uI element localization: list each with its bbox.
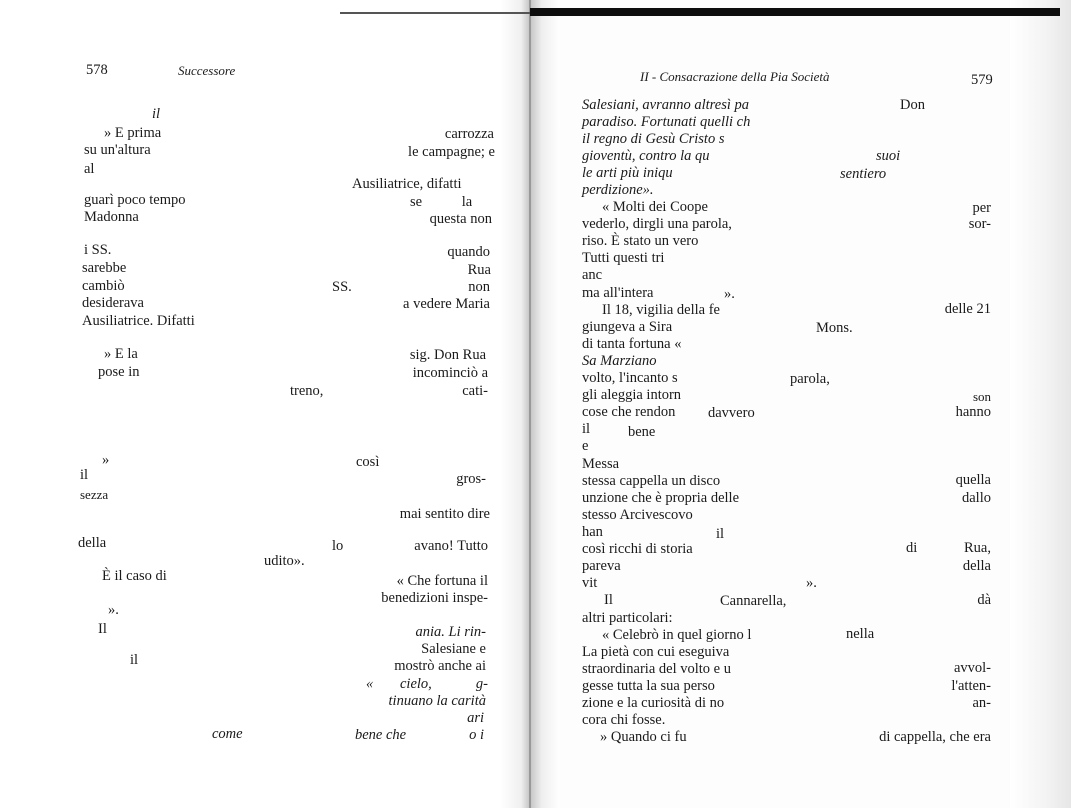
- text-fragment: ».: [806, 575, 817, 591]
- text-fragment: cielo,: [400, 676, 432, 692]
- text-fragment: « Che fortuna il: [396, 573, 488, 589]
- text-fragment: avvol-: [953, 660, 991, 676]
- text-fragment: « Celebrò in quel giorno l: [602, 627, 752, 643]
- text-fragment: La pietà con cui eseguiva: [582, 644, 730, 660]
- text-fragment: Il: [98, 621, 107, 637]
- text-fragment: « Molti dei Coope: [602, 199, 708, 215]
- text-fragment: per: [972, 200, 991, 216]
- text-fragment: ».: [108, 602, 119, 618]
- page-edge: [1010, 0, 1071, 808]
- text-fragment: incominciò a: [412, 365, 488, 381]
- text-fragment: di cappella, che era: [879, 729, 991, 745]
- text-fragment: sentiero: [840, 166, 887, 182]
- text-fragment: il regno di Gesù Cristo s: [582, 131, 725, 147]
- text-fragment: Salesiani, avranno altresì pa: [582, 97, 750, 113]
- text-fragment: non: [468, 279, 490, 295]
- text-fragment: quando: [447, 244, 490, 260]
- text-fragment: cora chi fosse.: [582, 712, 666, 728]
- text-fragment: su un'altura: [84, 142, 151, 158]
- text-fragment: ».: [724, 286, 735, 302]
- text-fragment: sig. Don Rua: [409, 347, 486, 363]
- text-fragment: il: [152, 106, 161, 122]
- text-fragment: questa non: [429, 211, 492, 227]
- text-fragment: zione e la curiosità di no: [582, 695, 725, 711]
- text-fragment: pareva: [582, 558, 621, 574]
- text-fragment: ari: [467, 710, 484, 726]
- text-fragment: delle 21: [944, 301, 991, 317]
- text-fragment: il: [130, 652, 139, 668]
- text-fragment: sezza: [80, 487, 109, 502]
- text-fragment: unzione che è propria delle: [582, 490, 740, 506]
- text-fragment: altri particolari:: [582, 610, 673, 626]
- text-fragment: Ausiliatrice, difatti: [352, 176, 462, 192]
- scan-border: [340, 12, 530, 14]
- text-fragment: gros-: [456, 471, 486, 487]
- running-head: II - Consacrazione della Pia Società: [640, 69, 830, 84]
- text-fragment: suoi: [876, 148, 901, 164]
- text-fragment: han: [582, 524, 603, 540]
- text-fragment: le campagne; e: [408, 144, 495, 160]
- text-fragment: vederlo, dirgli una parola,: [582, 216, 732, 232]
- text-fragment: mostrò anche ai: [394, 658, 486, 674]
- text-fragment: i SS.: [84, 242, 112, 258]
- text-fragment: cambiò: [82, 278, 125, 294]
- text-fragment: pose in: [98, 364, 140, 380]
- text-fragment: benedizioni inspe-: [381, 590, 488, 606]
- scan-border: [530, 8, 1060, 16]
- text-fragment: a vedere Maria: [403, 296, 490, 312]
- right-page: [528, 0, 1071, 808]
- text-fragment: parola,: [790, 371, 830, 387]
- text-fragment: le arti più iniqu: [582, 165, 673, 181]
- text-fragment: carrozza: [444, 126, 494, 142]
- page-number: 578: [86, 62, 108, 78]
- text-fragment: mai sentito dire: [399, 506, 490, 522]
- text-fragment: volto, l'incanto s: [582, 370, 678, 386]
- left-page: [0, 0, 528, 808]
- text-fragment: perdizione».: [582, 182, 654, 198]
- book-gutter: [500, 0, 560, 808]
- text-fragment: »: [102, 452, 110, 468]
- text-fragment: son: [972, 389, 991, 404]
- text-fragment: avano! Tutto: [414, 538, 488, 554]
- text-fragment: bene che: [355, 727, 407, 743]
- text-fragment: g-: [475, 676, 488, 692]
- text-fragment: sarebbe: [82, 260, 127, 276]
- text-fragment: » Quando ci fu: [600, 729, 687, 745]
- text-fragment: » E prima: [104, 125, 162, 141]
- text-fragment: hanno: [955, 404, 991, 420]
- text-fragment: il: [80, 467, 89, 483]
- text-fragment: Rua: [467, 262, 491, 278]
- text-fragment: Messa: [582, 456, 620, 472]
- text-fragment: ania. Li rin-: [415, 624, 486, 640]
- text-fragment: il: [582, 421, 591, 437]
- text-fragment: anc: [582, 267, 603, 283]
- text-fragment: Madonna: [84, 209, 139, 225]
- text-fragment: quella: [955, 472, 991, 488]
- text-fragment: Rua,: [964, 540, 991, 556]
- text-fragment: di tanta fortuna «: [582, 336, 682, 352]
- text-fragment: dallo: [962, 490, 991, 506]
- text-fragment: il: [716, 526, 725, 542]
- text-fragment: desiderava: [82, 295, 144, 311]
- text-fragment: cati-: [462, 383, 488, 399]
- text-fragment: della: [962, 558, 991, 574]
- text-fragment: Don: [900, 97, 925, 113]
- text-fragment: bene: [628, 424, 656, 440]
- text-fragment: È il caso di: [102, 568, 167, 584]
- text-fragment: riso. È stato un vero: [582, 233, 699, 249]
- text-fragment: nella: [846, 626, 875, 642]
- text-fragment: sor-: [968, 216, 991, 232]
- text-fragment: SS.: [332, 279, 352, 295]
- text-fragment: stesso Arcivescovo: [582, 507, 693, 523]
- text-fragment: lo: [332, 538, 344, 554]
- text-fragment: così: [356, 454, 380, 470]
- text-fragment: gioventù, contro la qu: [582, 148, 710, 164]
- text-fragment: Ausiliatrice. Difatti: [82, 313, 195, 329]
- text-fragment: tinuano la carità: [388, 693, 486, 709]
- text-fragment: udito».: [264, 553, 305, 569]
- text-fragment: paradiso. Fortunati quelli ch: [582, 114, 751, 130]
- text-fragment: ma all'intera: [582, 285, 654, 301]
- text-fragment: Cannarella,: [720, 593, 787, 609]
- text-fragment: l'atten-: [951, 678, 991, 694]
- text-fragment: così ricchi di storia: [582, 541, 693, 557]
- text-fragment: e: [582, 438, 589, 454]
- text-fragment: al: [84, 161, 95, 177]
- text-fragment: davvero: [708, 405, 755, 421]
- text-fragment: se la: [410, 194, 473, 210]
- text-fragment: guarì poco tempo: [84, 192, 186, 208]
- text-fragment: «: [366, 676, 374, 692]
- text-fragment: Mons.: [816, 320, 853, 336]
- text-fragment: vit: [582, 575, 598, 591]
- text-fragment: treno,: [290, 383, 324, 399]
- text-fragment: di: [906, 540, 918, 556]
- text-fragment: an-: [972, 695, 991, 711]
- running-head: Successore: [178, 63, 236, 78]
- text-fragment: gli aleggia intorn: [582, 387, 682, 403]
- text-fragment: o i: [469, 727, 484, 743]
- text-fragment: cose che rendon: [582, 404, 676, 420]
- text-fragment: gesse tutta la sua perso: [582, 678, 715, 694]
- text-fragment: Il: [604, 592, 613, 608]
- text-fragment: Sa Marziano: [582, 353, 657, 369]
- text-fragment: » E la: [104, 346, 138, 362]
- text-fragment: della: [78, 535, 107, 551]
- text-fragment: Salesiane e: [421, 641, 486, 657]
- text-fragment: giungeva a Sira: [582, 319, 673, 335]
- text-fragment: stessa cappella un disco: [582, 473, 721, 489]
- text-fragment: straordinaria del volto e u: [582, 661, 731, 677]
- text-fragment: Il 18, vigilia della fe: [602, 302, 720, 318]
- text-fragment: come: [212, 726, 243, 742]
- text-fragment: Tutti questi tri: [582, 250, 665, 266]
- page-number: 579: [971, 72, 993, 88]
- text-fragment: dà: [977, 592, 991, 608]
